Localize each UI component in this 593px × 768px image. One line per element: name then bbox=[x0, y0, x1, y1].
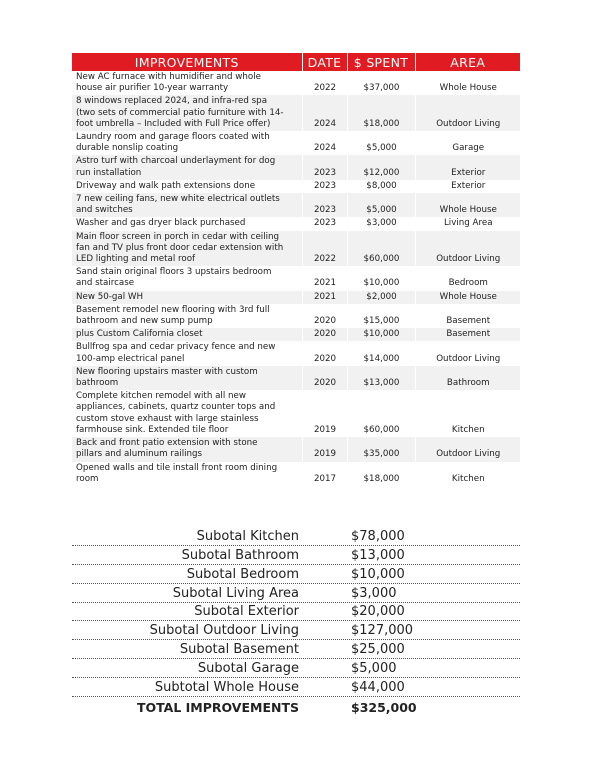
improvement-area: Outdoor Living bbox=[436, 353, 501, 364]
table-row bbox=[72, 71, 520, 95]
table-row bbox=[72, 390, 520, 437]
subtotal-label: Subotal Outdoor Living bbox=[149, 623, 299, 639]
subtotal-value: $127,000 bbox=[351, 623, 414, 639]
table-row bbox=[72, 462, 520, 486]
improvement-date: 2020 bbox=[302, 341, 347, 365]
improvement-date: 2023 bbox=[302, 180, 347, 193]
improvement-area: Whole House bbox=[415, 193, 520, 217]
subtotal-row bbox=[72, 565, 520, 584]
improvement-date: 2023 bbox=[302, 155, 347, 179]
improvement-area: Living Area bbox=[443, 218, 493, 229]
description-line: Complete kitchen remodel with all new bbox=[76, 391, 246, 402]
description-line: LED lighting and metal roof bbox=[76, 254, 196, 265]
subtotal-value: $13,000 bbox=[351, 547, 405, 563]
improvement-description bbox=[72, 155, 302, 179]
improvement-date: 2021 bbox=[302, 266, 347, 290]
improvement-area: Whole House bbox=[439, 83, 497, 94]
improvement-area: Bedroom bbox=[448, 278, 488, 289]
improvement-area: Outdoor Living bbox=[415, 437, 520, 461]
description-line: custom stove exhaust with large stainless bbox=[76, 413, 259, 424]
subtotal-label: Subotal Bedroom bbox=[186, 566, 299, 582]
improvement-spent: $60,000 bbox=[347, 390, 415, 437]
header-area: AREA bbox=[415, 53, 520, 71]
subtotal-row bbox=[72, 640, 520, 659]
subtotal-row bbox=[72, 678, 520, 697]
table-header-row bbox=[72, 53, 520, 71]
improvement-spent: $8,000 bbox=[347, 180, 415, 193]
description-line: (two sets of commercial patio furniture with 14- bbox=[76, 107, 284, 118]
subtotal-value: $20,000 bbox=[351, 604, 405, 620]
table-row bbox=[72, 328, 520, 341]
description-line: and staircase bbox=[76, 278, 135, 289]
subtotal-row bbox=[72, 584, 520, 603]
subtotal-row bbox=[72, 546, 520, 565]
improvement-description bbox=[72, 341, 302, 365]
description-line: foot umbrella – Included with Full Price offer) bbox=[76, 118, 271, 129]
improvement-description bbox=[72, 131, 302, 155]
table-row bbox=[72, 291, 520, 304]
improvement-description bbox=[72, 193, 302, 217]
table-row bbox=[72, 217, 520, 230]
improvement-description bbox=[72, 71, 302, 95]
subtotal-value: $44,000 bbox=[351, 680, 405, 696]
improvement-date: 2017 bbox=[302, 462, 347, 486]
improvement-area: Exterior bbox=[451, 180, 486, 191]
improvement-area: Basement bbox=[446, 316, 491, 327]
improvement-description bbox=[72, 266, 302, 290]
description-line: Main floor screen in porch in cedar with ceiling bbox=[76, 231, 280, 242]
improvement-description bbox=[72, 231, 302, 267]
description-line: appliances, cabinets, quartz counter tops and bbox=[76, 402, 276, 413]
subtotal-value: $78,000 bbox=[351, 528, 405, 544]
improvement-description bbox=[72, 95, 302, 131]
description-line: farmhouse sink. Extended tile floor bbox=[76, 424, 229, 435]
improvement-description bbox=[72, 217, 302, 230]
improvement-spent: $13,000 bbox=[347, 366, 415, 390]
description-line: fan and TV plus front door cedar extension with bbox=[76, 242, 284, 253]
improvement-date: 2022 bbox=[302, 71, 347, 95]
description-line: Astro turf with charcoal underlayment for dog bbox=[76, 156, 276, 167]
improvement-spent: $15,000 bbox=[347, 304, 415, 328]
improvement-description bbox=[72, 291, 302, 304]
improvement-spent: $35,000 bbox=[347, 437, 415, 461]
description-line: Sand stain original floors 3 upstairs bedroom bbox=[76, 267, 272, 278]
description-line: 100-amp electrical panel bbox=[76, 353, 185, 364]
total-value: $325,000 bbox=[351, 699, 417, 715]
description-line: 7 new ceiling fans, new white electrical outlets bbox=[76, 194, 280, 205]
improvement-spent: $60,000 bbox=[347, 231, 415, 267]
table-row bbox=[72, 437, 520, 461]
improvement-spent: $5,000 bbox=[347, 131, 415, 155]
improvement-date: 2023 bbox=[302, 193, 347, 217]
subtotal-label: Subotal Basement bbox=[179, 642, 299, 658]
subtotal-label: Subotal Garage bbox=[197, 661, 299, 677]
table-row bbox=[72, 231, 520, 267]
description-line: Opened walls and tile install front room dining bbox=[76, 462, 278, 473]
subtotals-block bbox=[72, 527, 520, 716]
description-line: Washer and gas dryer black purchased bbox=[76, 218, 246, 229]
subtotal-row bbox=[72, 603, 520, 622]
improvement-description bbox=[72, 366, 302, 390]
description-line: Bullfrog spa and cedar privacy fence and new bbox=[76, 342, 276, 353]
improvement-spent: $18,000 bbox=[347, 95, 415, 131]
improvement-spent: $12,000 bbox=[347, 155, 415, 179]
improvement-date: 2022 bbox=[302, 231, 347, 267]
table-row bbox=[72, 266, 520, 290]
improvement-description bbox=[72, 437, 302, 461]
improvement-area: Bathroom bbox=[415, 366, 520, 390]
improvement-date: 2024 bbox=[302, 131, 347, 155]
improvement-area: Basement bbox=[415, 328, 520, 341]
table-row bbox=[72, 155, 520, 179]
improvement-spent: $10,000 bbox=[347, 266, 415, 290]
subtotal-label: Subtotal Whole House bbox=[154, 680, 299, 696]
table-row bbox=[72, 341, 520, 365]
improvements-sheet bbox=[72, 53, 520, 486]
improvement-date: 2024 bbox=[302, 95, 347, 131]
improvement-area: Kitchen bbox=[451, 424, 485, 435]
subtotal-row bbox=[72, 527, 520, 546]
improvements-body bbox=[72, 71, 520, 486]
description-line: Basement remodel new flooring with 3rd full bbox=[76, 304, 270, 315]
header-improvements: IMPROVEMENTS bbox=[72, 53, 302, 71]
subtotal-value: $25,000 bbox=[351, 642, 405, 658]
total-label: TOTAL IMPROVEMENTS bbox=[136, 699, 299, 715]
description-line: New flooring upstairs master with custom bbox=[76, 366, 258, 377]
improvement-spent: $2,000 bbox=[347, 291, 415, 304]
improvement-spent: $37,000 bbox=[347, 71, 415, 95]
description-line: Laundry room and garage floors coated with bbox=[76, 132, 270, 143]
improvement-date: 2019 bbox=[302, 437, 347, 461]
improvement-date: 2023 bbox=[302, 217, 347, 230]
improvement-spent: $5,000 bbox=[347, 193, 415, 217]
improvement-area: Kitchen bbox=[451, 473, 485, 484]
improvement-date: 2021 bbox=[302, 291, 347, 304]
improvement-description bbox=[72, 180, 302, 193]
header-spent: $ SPENT bbox=[347, 53, 415, 71]
improvement-area: Garage bbox=[452, 143, 485, 154]
description-line: house air purifier 10-year warranty bbox=[76, 83, 229, 94]
table-row bbox=[72, 131, 520, 155]
description-line: pillars and aluminum railings bbox=[76, 449, 203, 460]
subtotal-row bbox=[72, 621, 520, 640]
improvement-spent: $10,000 bbox=[347, 328, 415, 341]
description-line: and switches bbox=[76, 205, 133, 216]
table-row bbox=[72, 304, 520, 328]
description-line: room bbox=[76, 473, 99, 484]
improvement-date: 2019 bbox=[302, 390, 347, 437]
table-row bbox=[72, 95, 520, 131]
table-row bbox=[72, 366, 520, 390]
subtotal-label: Subotal Living Area bbox=[172, 585, 299, 601]
table-row bbox=[72, 193, 520, 217]
description-line: plus Custom California closet bbox=[76, 329, 203, 340]
improvement-area: Whole House bbox=[415, 291, 520, 304]
improvement-description bbox=[72, 304, 302, 328]
improvement-spent: $18,000 bbox=[347, 462, 415, 486]
description-line: durable nonslip coating bbox=[76, 143, 179, 154]
header-date: DATE bbox=[302, 53, 347, 71]
improvement-date: 2020 bbox=[302, 328, 347, 341]
subtotal-label: Subotal Bathroom bbox=[181, 547, 299, 563]
subtotal-label: Subotal Exterior bbox=[194, 604, 299, 620]
improvement-description bbox=[72, 390, 302, 437]
improvement-date: 2020 bbox=[302, 366, 347, 390]
improvements-table bbox=[72, 53, 520, 486]
description-line: Back and front patio extension with stone bbox=[76, 438, 258, 449]
improvement-spent: $3,000 bbox=[347, 217, 415, 230]
subtotal-row bbox=[72, 659, 520, 678]
improvement-area: Outdoor Living bbox=[415, 231, 520, 267]
description-line: Driveway and walk path extensions done bbox=[76, 180, 256, 191]
description-line: New 50-gal WH bbox=[76, 291, 144, 302]
subtotal-value: $10,000 bbox=[351, 566, 405, 582]
total-row bbox=[72, 697, 520, 716]
improvement-description bbox=[72, 328, 302, 341]
description-line: New AC furnace with humidifier and whole bbox=[76, 72, 261, 82]
description-line: 8 windows replaced 2024, and infra-red spa bbox=[76, 96, 268, 107]
improvement-area: Exterior bbox=[415, 155, 520, 179]
description-line: bathroom bbox=[76, 378, 119, 389]
description-line: bathroom and new sump pump bbox=[76, 316, 213, 327]
improvement-area: Outdoor Living bbox=[415, 95, 520, 131]
improvement-date: 2020 bbox=[302, 304, 347, 328]
subtotal-value: $5,000 bbox=[351, 661, 397, 677]
improvement-spent: $14,000 bbox=[347, 341, 415, 365]
table-row bbox=[72, 180, 520, 193]
description-line: run installation bbox=[76, 167, 142, 178]
improvement-description bbox=[72, 462, 302, 486]
subtotal-label: Subotal Kitchen bbox=[196, 528, 299, 544]
subtotal-value: $3,000 bbox=[351, 585, 397, 601]
